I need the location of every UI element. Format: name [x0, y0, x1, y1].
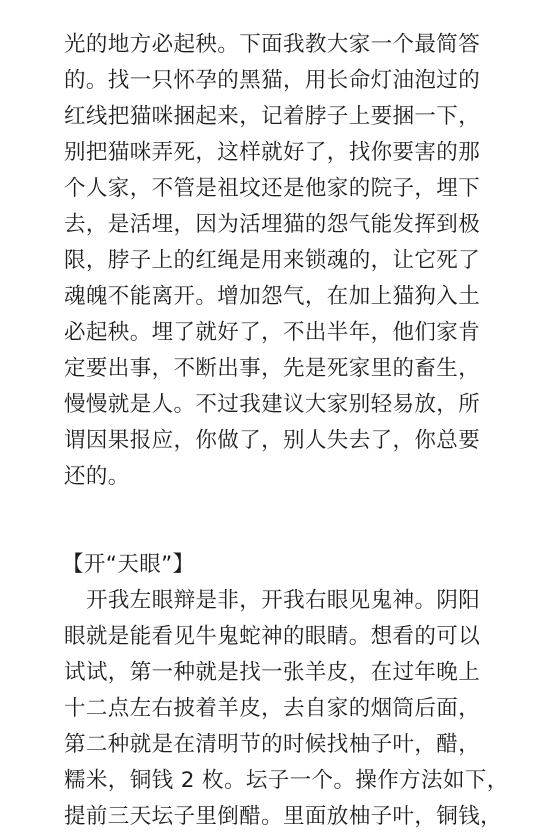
- text-line: 去，是活埋，因为活埋猫的怨气能发挥到极: [64, 212, 481, 237]
- text-line: 还的。: [64, 464, 130, 489]
- section-heading: 【开“天眼”】: [62, 552, 195, 577]
- text-line: 十二点左右披着羊皮，去自家的烟筒后面，: [64, 696, 481, 721]
- text-line: 眼就是能看见牛鬼蛇神的眼睛。想看的可以: [64, 624, 481, 649]
- text-line: 慢慢就是人。不过我建议大家别轻易放，所: [64, 392, 481, 417]
- text-line: 光的地方必起秧。下面我教大家一个最简答: [64, 32, 481, 57]
- text-line: 个人家，不管是祖坟还是他家的院子，埋下: [64, 176, 481, 201]
- text-line: 谓因果报应，你做了，别人失去了，你总要: [64, 428, 481, 453]
- text-line: 试试，第一种就是找一张羊皮，在过年晚上: [64, 660, 481, 685]
- text-line: 提前三天坛子里倒醋。里面放柚子叶，铜钱，: [64, 804, 503, 829]
- text-line: 别把猫咪弄死，这样就好了，找你要害的那: [64, 140, 481, 165]
- text-line: 的。找一只怀孕的黑猫，用长命灯油泡过的: [64, 68, 481, 93]
- text-line: 开我左眼辩是非，开我右眼见鬼神。阴阳: [86, 588, 481, 613]
- text-line: 必起秧。埋了就好了，不出半年，他们家肯: [64, 320, 481, 345]
- text-line: 红线把猫咪捆起来，记着脖子上要捆一下，: [64, 104, 481, 129]
- text-line: 魂魄不能离开。增加怨气，在加上猫狗入土: [64, 284, 481, 309]
- text-line: 第二种就是在清明节的时候找柚子叶，醋，: [64, 732, 481, 757]
- text-line: 糯米，铜钱 2 枚。坛子一个。操作方法如下，: [64, 768, 509, 793]
- text-line: 限，脖子上的红绳是用来锁魂的，让它死了: [64, 248, 481, 273]
- text-line: 定要出事，不断出事，先是死家里的畜生，: [64, 356, 481, 381]
